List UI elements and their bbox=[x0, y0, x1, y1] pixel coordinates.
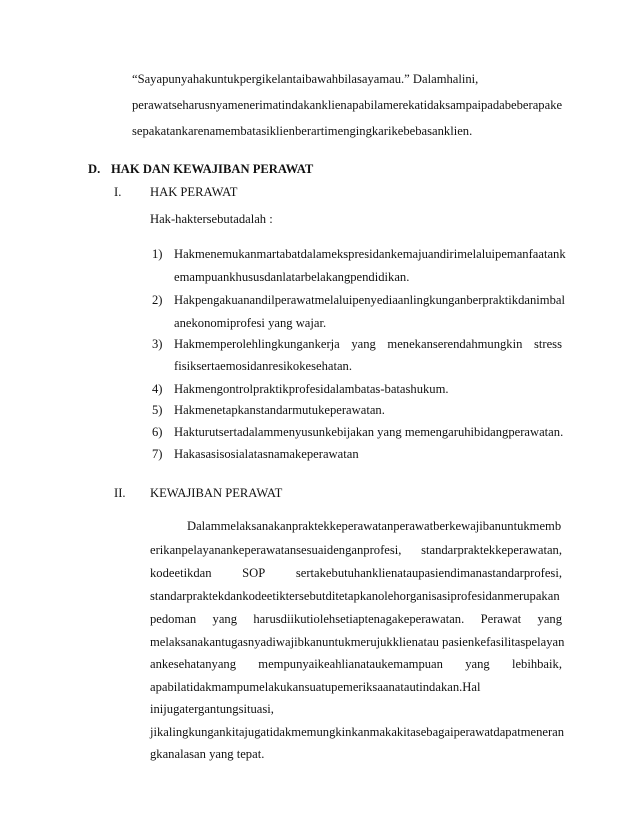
hak-item-7-number: 7) bbox=[152, 447, 163, 461]
kewajiban-line-11: gkanalasan yang tepat. bbox=[150, 747, 265, 761]
kewajiban-word: harusdiikutiolehsetiaptenagakeperawatan. bbox=[253, 612, 465, 626]
hak-item-3-line-2: fisiksertaemosidanresikokesehatan. bbox=[174, 359, 353, 373]
intro-line-1: “Sayapunyahakuntukpergikelantaibawahbilasayamau.” Dalamhalini, bbox=[132, 72, 479, 86]
hak-item-3-word: yang bbox=[351, 337, 376, 351]
kewajiban-word: mempunyaikeahlianataukemampuan bbox=[258, 657, 443, 671]
hak-item-6-line-1: Hakturutsertadalammenyusunkebijakan yang memengaruhibidangperawatan. bbox=[174, 425, 564, 439]
hak-item-6-number: 6) bbox=[152, 425, 163, 439]
kewajiban-word: erikanpelayanankeperawatansesuaidenganprofesi, bbox=[150, 543, 402, 557]
hak-item-3-line-1 bbox=[174, 336, 562, 352]
hak-item-1-line-2: emampuankhususdanlatarbelakangpendidikan. bbox=[174, 270, 410, 284]
hak-item-4-number: 4) bbox=[152, 382, 163, 396]
hak-item-2-line-1: Hakpengakuanandilperawatmelaluipenyediaanlingkunganberpraktikdanimbal bbox=[174, 293, 565, 307]
kewajiban-line-5 bbox=[150, 611, 562, 627]
hak-lead: Hak-haktersebutadalah : bbox=[150, 212, 273, 226]
hak-item-5-line-1: Hakmenetapkanstandarmutukeperawatan. bbox=[174, 403, 385, 417]
kewajiban-line-8: apabilatidakmampumelakukansuatupemeriksaanatautindakan.Hal bbox=[150, 680, 481, 694]
kewajiban-word: kodeetikdan bbox=[150, 566, 212, 580]
hak-item-3-word: stress bbox=[533, 337, 562, 351]
kewajiban-word: pedoman bbox=[150, 612, 197, 626]
hak-item-5-number: 5) bbox=[152, 403, 163, 417]
kewajiban-word: lebihbaik, bbox=[511, 657, 562, 671]
hak-item-1-line-1: Hakmenemukanmartabatdalamekspresidankemajuandirimelaluipemanfaatank bbox=[174, 247, 566, 261]
hak-heading: HAK PERAWAT bbox=[150, 185, 238, 199]
intro-line-3: sepakatankarenamembatasiklienberartimengingkarikebebasanklien. bbox=[132, 124, 473, 138]
kewajiban-line-4: standarpraktekdankodeetiktersebutditetapkanolehorganisasiprofesidanmerupakan bbox=[150, 589, 560, 603]
kewajiban-line-2 bbox=[150, 542, 562, 558]
hak-item-4-line-1: Hakmengontrolpraktikprofesidalambatas-batashukum. bbox=[174, 382, 449, 396]
kewajiban-line-10: jikalingkungankitajugatidakmemungkinkanmakakitasebagaiperawatdapatmeneran bbox=[150, 725, 565, 739]
kewajiban-word: sertakebutuhanklienatau​pasiendimanastandarprofesi, bbox=[295, 566, 562, 580]
hak-item-2-number: 2) bbox=[152, 293, 163, 307]
kewajiban-word: Perawat bbox=[480, 612, 522, 626]
hak-item-3-number: 3) bbox=[152, 337, 163, 351]
section-d-title: HAK DAN KEWAJIBAN PERAWAT bbox=[111, 162, 314, 176]
kewajiban-line-1: Dalammelaksanakanpraktekkeperawatanperawatberkewajibanuntukmemb bbox=[187, 519, 562, 533]
hak-item-3-word: Hakmemperolehlingkungankerja bbox=[174, 337, 340, 351]
hak-numeral: I. bbox=[114, 185, 122, 199]
kewajiban-word: ankesehatanyang bbox=[150, 657, 237, 671]
kewajiban-word: yang bbox=[212, 612, 238, 626]
hak-item-3-word: menekanserendahmungkin bbox=[387, 337, 523, 351]
kewajiban-line-3 bbox=[150, 565, 562, 581]
hak-item-7-line-1: Hakasasisosialatasnamakeperawatan bbox=[174, 447, 359, 461]
kewajiban-heading: KEWAJIBAN PERAWAT bbox=[150, 486, 283, 500]
hak-item-1-number: 1) bbox=[152, 247, 163, 261]
section-d-letter: D. bbox=[88, 162, 101, 176]
kewajiban-line-9: inijugatergantungsituasi, bbox=[150, 702, 274, 716]
kewajiban-word: standarpraktekkeperawatan, bbox=[421, 543, 562, 557]
kewajiban-numeral: II. bbox=[114, 486, 126, 500]
kewajiban-word: yang bbox=[537, 612, 562, 626]
kewajiban-line-7 bbox=[150, 656, 562, 672]
kewajiban-line-6: melaksanakantugasnyadiwajibkanuntukmerujukklienatau pasienkefasilitaspelayan bbox=[150, 635, 565, 649]
kewajiban-word: yang bbox=[465, 657, 490, 671]
intro-line-2: perawatseharusnyamenerimatindakanklienapabilamerekatidaksampaipadabeberapake bbox=[132, 98, 563, 112]
hak-item-2-line-2: anekonomiprofesi yang wajar. bbox=[174, 316, 327, 330]
kewajiban-word: SOP bbox=[242, 566, 266, 580]
